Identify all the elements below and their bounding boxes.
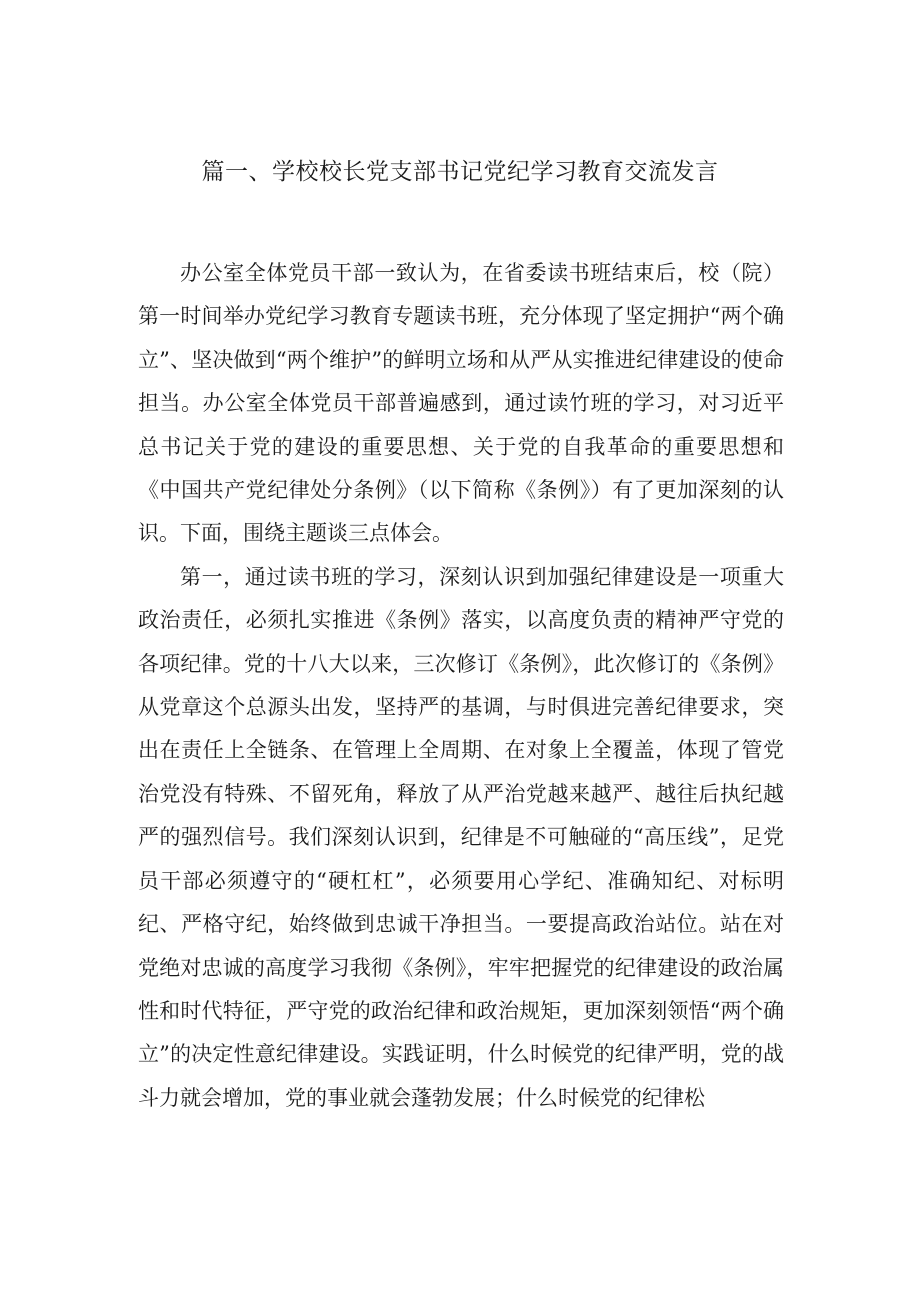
paragraph-intro: 办公室全体党员干部一致认为，在省委读书班结束后，校（院）第一时间举办党纪学习教育专题读书班，充分体现了坚定拥护“两个确立”、坚决做到“两个维护”的鲜明立场和从严从实推进纪律建设的使命担当。办公室全体党员干部普遍感到，通过读竹班的学习，对习近平总书记关于党的建设的重要思想、关于党的自我革命的重要思想和《中国共产党纪律处分条例》（以下简称《条例》）有了更加深刻的认识。下面，围绕主题谈三点体会。: [138, 261, 784, 546]
paragraph-first-point: 第一，通过读书班的学习，深刻认识到加强纪律建设是一项重大政治责任，必须扎实推进《条例》落实，以高度负责的精神严守党的各项纪律。党的十八大以来，三次修订《条例》，此次修订的《条例》从党章这个总源头出发，坚持严的基调，与时俱进完善纪律要求，突出在责任上全链条、在管理上全周期、在对象上全覆盖，体现了管党治党没有特殊、不留死角，释放了从严治党越来越严、越往后执纪越严的强烈信号。我们深刻认识到，纪律是不可触碰的“高压线”，足党员干部必须遵守的“硬杠杠”，必须要用心学纪、准确知纪、对标明纪、严格守纪，始终做到忠诚干净担当。一要提高政治站位。站在对党绝对忠诚的高度学习我彻《条例》，牢牢把握党的纪律建设的政治属性和时代特征，严守党的政治纪律和政治规矩，更加深刻领悟“两个确立”的决定性意纪律建设。实践证明，什么时候党的纪律严明，党的战斗力就会增加，党的事业就会蓬勃发展；什么时候党的纪律松: [138, 564, 784, 1110]
document-title: 篇一、学校校长党支部书记党纪学习教育交流发言: [201, 159, 719, 185]
document-body: [138, 252, 784, 1120]
